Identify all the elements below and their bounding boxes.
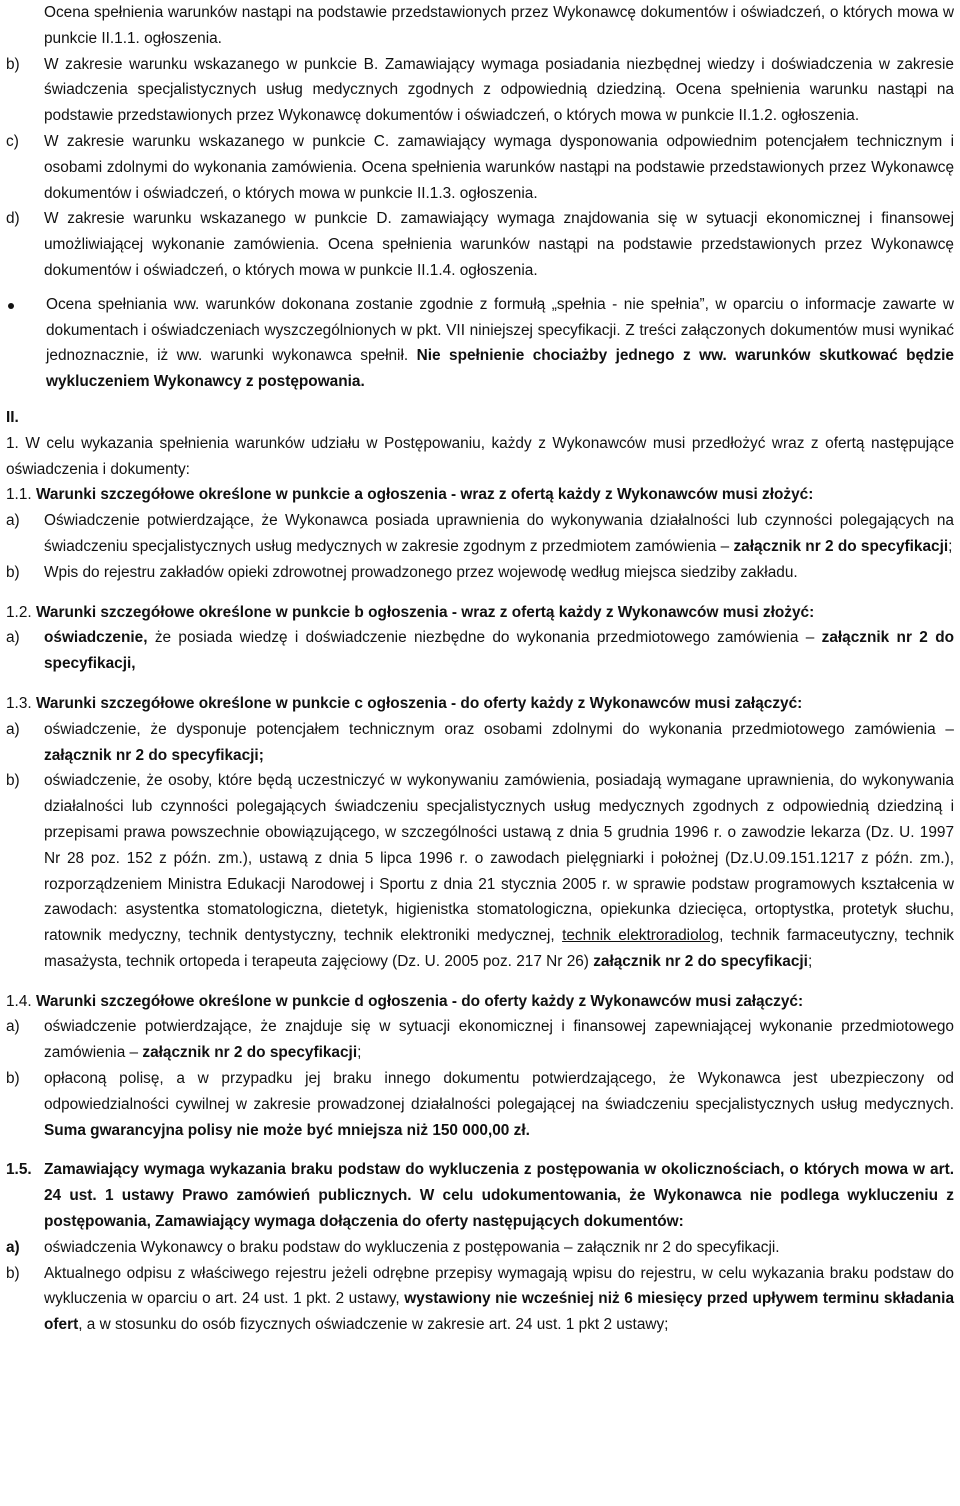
condition-c [6, 129, 954, 206]
evaluation-bold: Nie spełnienie chociażby jednego z ww. warunków skutkować będzie wykluczeniem Wykonawcy z postępowania. [46, 347, 954, 391]
subsection-1-4-b [6, 1066, 954, 1143]
subsection-1-3-a [6, 717, 954, 769]
item-label: a) [6, 1018, 20, 1036]
item-text: Wpis do rejestru zakładów opieki zdrowotnej prowadzonego przez wojewodę według miejsca siedziby zakładu. [44, 563, 798, 581]
subsection-1-3-heading: Warunki szczegółowe określone w punkcie c ogłoszenia - do oferty każdy z Wykonawców musi załączyć: [31, 694, 803, 712]
subsection-1-1-a [6, 508, 954, 560]
item-text: opłaconą polisę, a w przypadku jej braku innego dokumentu potwierdzającego, że Wykonawca jest ubezpieczony od odpowiedzialności cywilnej w zakresie prowadzonej działalności polegającej na świadczeniu specjalistycznych usług medycznych. Suma gwarancyjna polisy nie może być mniejsza niż 150 000,00 zł. [44, 1070, 954, 1139]
item-text: oświadczenie, że dysponuje potencjałem technicznym oraz osobami zdolnymi do wykonania przedmiotowego zamówienia – załącznik nr 2 do specyfikacji; [44, 720, 954, 764]
subsection-1-2-title: 1.2. Warunki szczegółowe określone w punkcie b ogłoszenia - wraz z ofertą każdy z Wykonawców musi złożyć: [6, 603, 815, 621]
condition-d-label: d) [6, 210, 20, 228]
section-heading-text: II. [6, 408, 19, 426]
item-text: oświadczenie, że posiada wiedzę i doświadczenie niezbędne do wykonania przedmiotowego zamówienia – załącznik nr 2 do specyfikacji, [44, 629, 954, 673]
condition-a-tail: Ocena spełnienia warunków nastąpi na podstawie przedstawionych przez Wykonawcę dokumentów i oświadczeń, o których mowa w punkcie II.1.1. ogłoszenia. [44, 4, 954, 47]
condition-c-text: W zakresie warunku wskazanego w punkcie C. zamawiający wymaga dysponowania odpowiednim potencjałem technicznym i osobami zdolnymi do wykonania zamówienia. Ocena spełnienia warunków nastąpi na podstawie przedstawionych przez Wykonawcę dokumentów i oświadczeń, o których mowa w punkcie II.1.3. ogłoszenia. [44, 132, 954, 202]
subsection-1-5-heading: Zamawiający wymaga wykazania braku podstaw do wykluczenia z postępowania w okolicznościach, o których mowa w art. 24 ust. 1 ustawy Prawo zamówień publicznych. W celu udokumentowania, że Wykonawca nie podlega wykluczeniu z postępowania, Zamawiający wymaga dołączenia do oferty następujących dokumentów: [44, 1161, 954, 1231]
subsection-1-5-number: 1.5. [6, 1161, 32, 1179]
subsection-1-1-b [6, 560, 954, 586]
subsection-1-2-a [6, 625, 954, 677]
item-text: oświadczenie potwierdzające, że znajduje się w sytuacji ekonomicznej i finansowej zapewniającej wykonanie przedmiotowego zamówienia – załącznik nr 2 do specyfikacji; [44, 1018, 954, 1062]
condition-b-text: W zakresie warunku wskazanego w punkcie B. Zamawiający wymaga posiadania niezbędnej wiedzy i doświadczenia w zakresie świadczenia specjalistycznych usług medycznych zgodnych z odpowiednią dziedziną. Ocena spełnienia warunku nastąpi na podstawie przedstawionych przez Wykonawcę dokumentów i oświadczeń, o których mowa w punkcie II.1.2. ogłoszenia. [44, 55, 954, 125]
evaluation-bullet [6, 292, 954, 395]
subsection-1-4-title: 1.4. Warunki szczegółowe określone w punkcie d ogłoszenia - do oferty każdy z Wykonawców musi załączyć: [6, 992, 804, 1010]
item-label: a) [6, 720, 20, 738]
subsection-1-5-title [6, 1157, 954, 1234]
subsection-1-1-number: 1.1. [6, 486, 32, 504]
item-label: b) [6, 563, 20, 581]
item-label: b) [6, 772, 20, 790]
item-text: oświadczenia Wykonawcy o braku podstaw do wykluczenia z postępowania – załącznik nr 2 do specyfikacji. [44, 1238, 780, 1256]
technik-elektroradiolog-link: technik elektroradiolog [562, 927, 720, 945]
subsection-1-2-heading: Warunki szczegółowe określone w punkcie b ogłoszenia - wraz z ofertą każdy z Wykonawców musi złożyć: [31, 603, 815, 621]
subsection-1-4-a [6, 1014, 954, 1066]
condition-b [6, 52, 954, 129]
item-label: b) [6, 1264, 20, 1282]
item-label: b) [6, 1070, 20, 1088]
item-text: Aktualnego odpisu z właściwego rejestru jeżeli odrębne przepisy wymagają wpisu do rejestru, w celu wykazania braku podstaw do wykluczenia w oparciu o art. 24 ust. 1 pkt. 2 ustawy, wystawiony nie wcześniej niż 6 miesięcy przed upływem terminu składania ofert, a w stosunku do osób fizycznych oświadczenie w zakresie art. 24 ust. 1 pkt 2 ustawy; [44, 1264, 954, 1334]
subsection-1-3-title: 1.3. Warunki szczegółowe określone w punkcie c ogłoszenia - do oferty każdy z Wykonawców musi załączyć: [6, 694, 803, 712]
section-intro: 1. W celu wykazania spełnienia warunków udziału w Postępowaniu, każdy z Wykonawców musi przedłożyć wraz z ofertą następujące oświadczenia i dokumenty: [6, 434, 954, 478]
item-label: a) [6, 512, 20, 530]
item-label: a) [6, 629, 20, 647]
subsection-1-5-b [6, 1261, 954, 1338]
item-text: oświadczenie, że osoby, które będą uczestniczyć w wykonywaniu zamówienia, posiadają wymagane uprawnienia, do wykonywania działalności lub czynności polegających świadczeniu specjalistycznych usług medycznych zgodnych z odpowiednią dziedziną i przepisami prawa powszechnie obowiązującego, w szczególności ustawą z dnia 5 grudnia 1996 r. o zawodzie lekarza (Dz. U. 1997 Nr 28 poz. 152 z późn. zm.), ustawą z dnia 5 lipca 1996 r. o zawodach pielęgniarki i położnej (Dz.U.09.151.1217 z późn. zm.), rozporządzeniem Ministra Edukacji Narodowej i Sportu z dnia 21 stycznia 2005 r. w sprawie podstaw programowych kształcenia w zawodach: asystentka stomatologiczna, dietetyk, higienistka stomatologiczna, opiekunka dziecięca, ortoptystka, protetyk słuchu, ratownik medyczny, technik dentystyczny, technik elektroniki medycznej, technik elektroradiolog, technik farmaceutyczny, technik masażysta, technik ortopeda i terapeuta zajęciowy (Dz. U. 2005 poz. 217 Nr 26) załącznik nr 2 do specyfikacji; [44, 772, 954, 970]
evaluation-text [46, 292, 954, 395]
item-text: Oświadczenie potwierdzające, że Wykonawca posiada uprawnienia do wykonywania działalności lub czynności polegających na świadczeniu specjalistycznych usług medycznych w zakresie zgodnym z przedmiotem zamówienia – załącznik nr 2 do specyfikacji; [44, 512, 954, 555]
condition-d-text: W zakresie warunku wskazanego w punkcie D. zamawiający wymaga znajdowania się w sytuacji ekonomicznej i finansowej umożliwiającej wykonanie zamówienia. Ocena spełnienia warunków nastąpi na podstawie przedstawionych przez Wykonawcę dokumentów i oświadczeń, o których mowa w punkcie II.1.4. ogłoszenia. [44, 210, 954, 279]
subsection-1-5-a [6, 1235, 954, 1261]
subsection-1-3-b [6, 768, 954, 974]
subsection-1-1-heading: Warunki szczegółowe określone w punkcie a ogłoszenia - wraz z ofertą każdy z Wykonawców musi złożyć: [31, 486, 814, 504]
condition-c-label: c) [6, 132, 19, 150]
condition-b-label: b) [6, 55, 20, 73]
section-heading [6, 405, 954, 431]
subsection-1-4-heading: Warunki szczegółowe określone w punkcie d ogłoszenia - do oferty każdy z Wykonawców musi załączyć: [31, 992, 804, 1010]
subsection-1-1-title [6, 482, 954, 508]
condition-d [6, 206, 954, 283]
evaluation-body: Ocena spełniania ww. warunków dokonana zostanie zgodnie z formułą „spełnia - nie spełnia”, w oparciu o informacje zawarte w dokumentach i oświadczeniach wyszczególnionych w pkt. VII niniejszej specyfikacji. Z treści załączonych dokumentów musi wynikać jednoznacznie, iż ww. warunki wykonawca spełnił. [46, 295, 954, 365]
bullet-dot-icon [6, 292, 46, 395]
item-label: a) [6, 1238, 20, 1256]
